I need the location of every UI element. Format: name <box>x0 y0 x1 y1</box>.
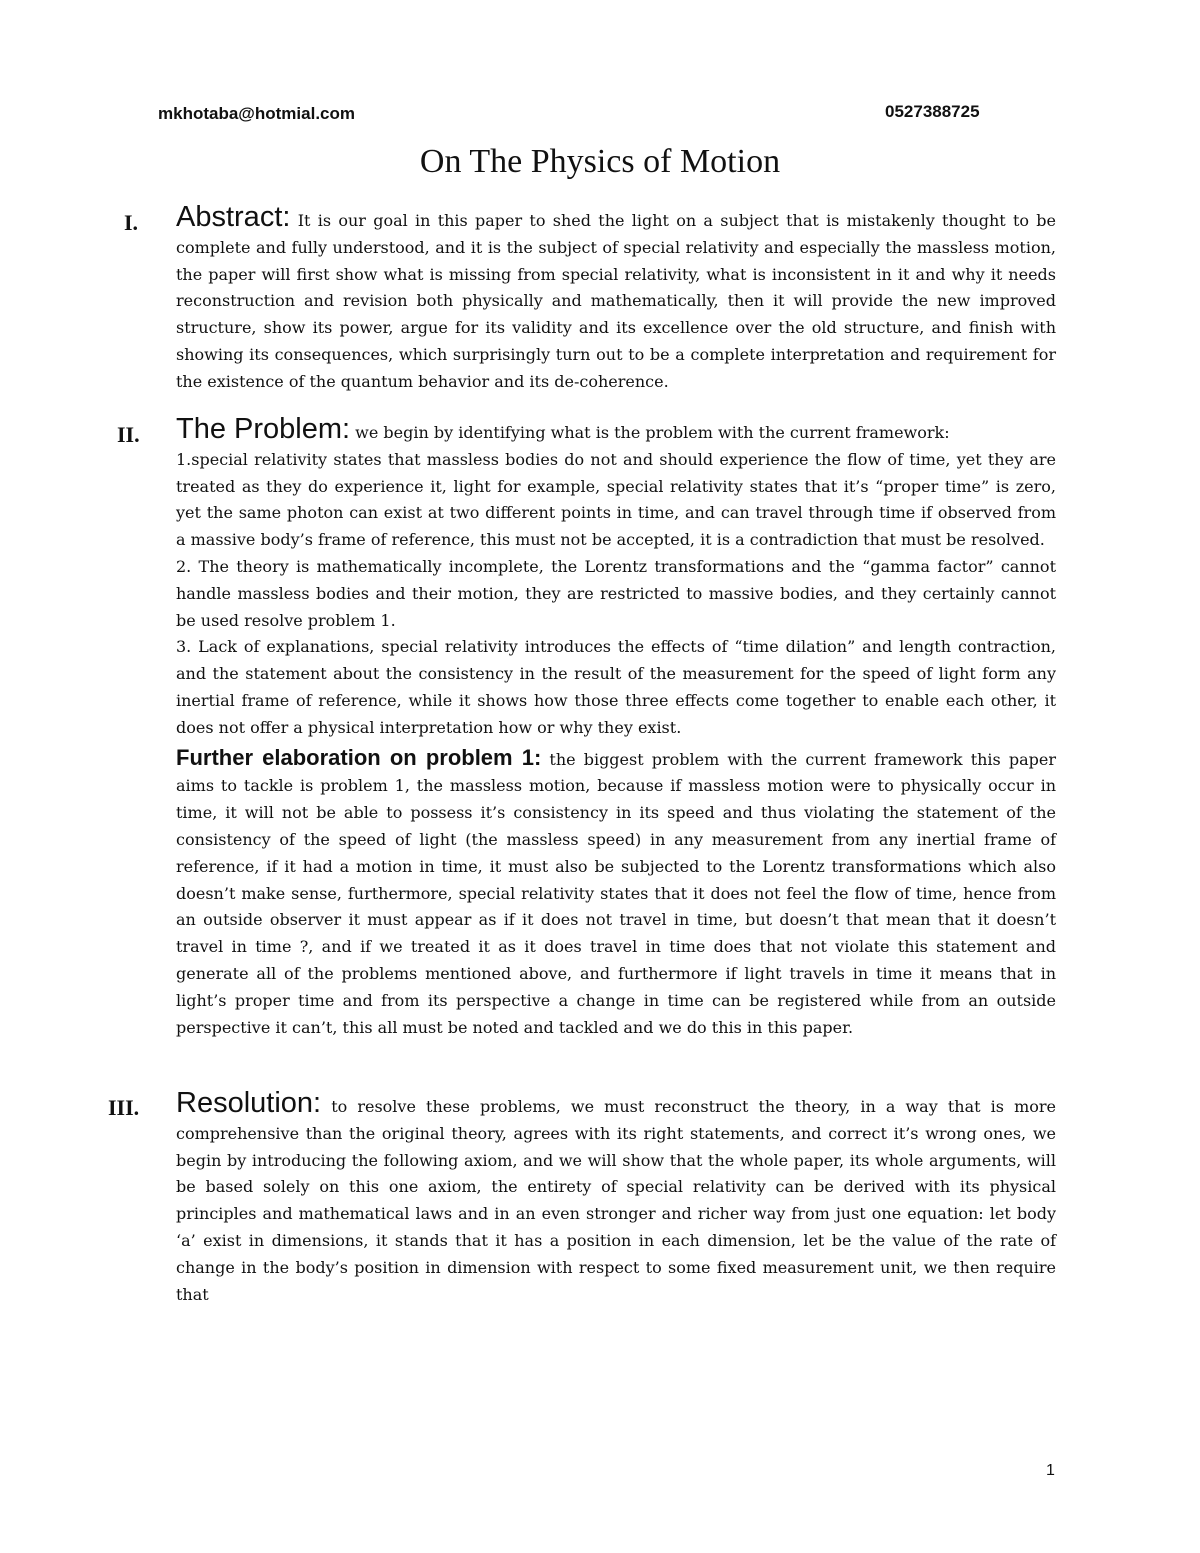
abstract-text: It is our goal in this paper to shed the light on a subject that is mistakenly thought to be complete and fully understood, and it is the subject of special relativity and especially the massless motion, the paper will first show what is missing from special relativity, what is inconsistent in it and why it needs reconstruction and revision both physically and mathematically, then it will provide the new improved structure, show its power, argue for its validity and its excellence over the old structure, and finish with showing its consequences, which surprisingly turn out to be a complete interpretation and requirement for the existence of the quantum behavior and its de-coherence. <box>176 211 1056 391</box>
section-problem <box>176 413 1057 1041</box>
header-email: mkhotaba@hotmial.com <box>158 104 355 123</box>
problem-intro <box>176 413 1056 447</box>
resolution-text: to resolve these problems, we must reconstruct the theory, in a way that is more comprehensive than the original theory, agrees with its right statements, and correct it’s wrong ones, we begin by introducing the following axiom, and we will show that the whole paper, its whole arguments, will be based solely on this one axiom, the entirety of special relativity can be derived with its physical principles and mathematical laws and in an even stronger and richer way from just one equation: let body ‘a’ exist in dimensions, it stands that it has a position in each dimension, let be the value of the rate of change in the body’s position in dimension with respect to some fixed measurement unit, we then require that <box>176 1097 1056 1304</box>
problem-item-1: 1.special relativity states that massless bodies do not and should experience the flow of time, yet they are treated as they do experience it, light for example, special relativity states that it’s “proper time” is zero, yet the same photon can exist at two different points in time, and can travel through time if observed from a massive body’s frame of reference, this must not be accepted, it is a contradiction that must be resolved. <box>176 449 1056 550</box>
problem-elaboration <box>176 745 1056 1042</box>
problem-item-2: 2. The theory is mathematically incomplete, the Lorentz transformations and the “gamma factor” cannot handle massless bodies and their motion, they are restricted to massive bodies, and they certainly cannot be used resolve problem 1. <box>176 556 1056 630</box>
resolution-heading: Resolution: <box>176 1087 322 1119</box>
section-numeral-abstract: I. <box>124 210 139 235</box>
problem-item-3: 3. Lack of explanations, special relativity introduces the effects of “time dilation” and length contraction, and the statement about the consistency in the result of the measurement for the speed of light form any inertial frame of reference, while it shows how those three effects come together to enable each other, it does not offer a physical interpretation how or why they exist. <box>176 637 1056 737</box>
elaboration-heading: Further elaboration on problem 1: <box>176 744 542 770</box>
section-resolution <box>176 1087 1056 1308</box>
abstract-heading: Abstract: <box>176 201 291 233</box>
elaboration-text: the biggest problem with the current framework this paper aims to tackle is problem 1, the massless motion, because if massless motion were to physically occur in time, it will not be able to possess it’s consistency in its speed and thus violating the statement of the consistency of the speed of light (the massless speed) in any measurement from any inertial frame of reference, if it had a motion in time, it must also be subjected to the Lorentz transformations which also doesn’t make sense, furthermore, special relativity states that it does not feel the flow of time, hence from an outside observer it must appear as if it does not travel in time, but doesn’t that mean that it doesn’t travel in time ?, and if we treated it as it does travel in time does that not violate this statement and generate all of the problems mentioned above, and furthermore if light travels in time it means that in light’s proper time and from its perspective a change in time can be registered while from an outside perspective it can’t, this all must be noted and tackled and we do this in this paper. <box>176 749 1057 1037</box>
resolution-paragraph <box>176 1087 1056 1308</box>
section-numeral-resolution: III. <box>108 1095 140 1120</box>
paper-title: On The Physics of Motion <box>419 143 781 180</box>
problem-intro-text: we begin by identifying what is the problem with the current framework: <box>355 423 950 442</box>
page-number: 1 <box>1046 1462 1055 1479</box>
problem-heading: The Problem: <box>176 413 351 445</box>
abstract-paragraph <box>176 201 1056 396</box>
section-numeral-problem: II. <box>117 422 140 447</box>
section-abstract <box>176 201 1056 396</box>
header-phone: 0527388725 <box>885 102 980 121</box>
